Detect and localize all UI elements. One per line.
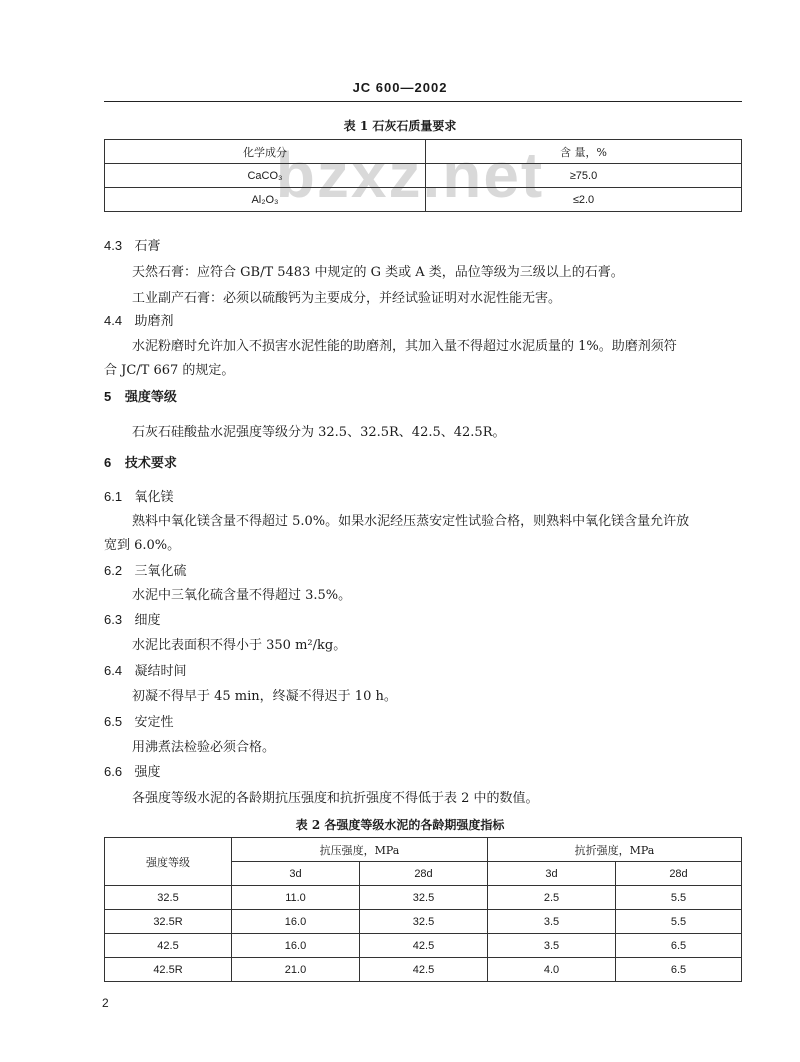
table2-cell: 2.5	[488, 886, 616, 910]
table-row	[105, 910, 742, 934]
table-row	[105, 164, 742, 188]
table2-compressive-header: 抗压强度，MPa	[232, 838, 488, 862]
section-heading: 6 技术要求	[104, 455, 177, 471]
table2-cell: 16.0	[232, 910, 360, 934]
table-row	[105, 934, 742, 958]
table-row	[105, 886, 742, 910]
section-heading: 6.5 安定性	[104, 714, 174, 730]
table2-cell: 16.0	[232, 934, 360, 958]
table-row	[105, 958, 742, 982]
table2-cell: 5.5	[616, 886, 742, 910]
paragraph: 初凝不得早于 45 min，终凝不得迟于 10 h。	[132, 689, 397, 704]
paragraph: 石灰石硅酸盐水泥强度等级分为 32.5、32.5R、42.5、42.5R。	[132, 425, 506, 440]
section-heading: 6.6 强度	[104, 764, 161, 780]
table2-cell: 21.0	[232, 958, 360, 982]
table2-header-row	[105, 838, 742, 862]
table2-cell: 3.5	[488, 910, 616, 934]
paragraph: 水泥中三氧化硫含量不得超过 3.5%。	[132, 588, 352, 603]
watermark: bzxz.net	[275, 139, 545, 211]
table1-caption: 表 1 石灰石质量要求	[343, 119, 457, 133]
paragraph: 用沸煮法检验必须合格。	[132, 740, 276, 755]
table2-cell: 11.0	[232, 886, 360, 910]
section-heading: 6.1 氧化镁	[104, 489, 174, 505]
table2-cell: 42.5R	[105, 958, 232, 982]
header-rule	[104, 101, 742, 102]
table2-flexural-header: 抗折强度，MPa	[488, 838, 742, 862]
paragraph: 水泥粉磨时允许加入不损害水泥性能的助磨剂，其加入量不得超过水泥质量的 1%。助磨剂须符	[132, 339, 677, 354]
table1-header-cell: 化学成分	[105, 140, 426, 164]
table2-cell: 6.5	[616, 958, 742, 982]
table2-cell: 32.5	[360, 910, 488, 934]
table2-subheader: 3d	[232, 862, 360, 886]
paragraph: 熟料中氧化镁含量不得超过 5.0%。如果水泥经压蒸安定性试验合格，则熟料中氧化镁含量允许放	[132, 514, 690, 529]
paragraph: 宽到 6.0%。	[104, 538, 181, 553]
section-heading: 4.3 石膏	[104, 238, 161, 254]
table2-cell: 6.5	[616, 934, 742, 958]
section-heading: 6.4 凝结时间	[104, 663, 187, 679]
section-heading: 4.4 助磨剂	[104, 313, 174, 329]
paragraph: 工业副产石膏：必须以硫酸钙为主要成分，并经试验证明对水泥性能无害。	[132, 291, 562, 306]
table2-subheader: 3d	[488, 862, 616, 886]
table1-cell: Al₂O₃	[105, 188, 426, 212]
table2-cell: 32.5	[360, 886, 488, 910]
table2-caption: 表 2 各强度等级水泥的各龄期强度指标	[295, 818, 505, 832]
standard-code-header: JC 600—2002	[352, 80, 448, 95]
table2-cell: 5.5	[616, 910, 742, 934]
table2-cell: 4.0	[488, 958, 616, 982]
table1	[104, 139, 742, 212]
table1-cell: ≥75.0	[426, 164, 742, 188]
paragraph: 天然石膏：应符合 GB/T 5483 中规定的 G 类或 A 类，品位等级为三级以上的石膏。	[132, 265, 624, 280]
section-heading: 5 强度等级	[104, 389, 177, 405]
table-row	[105, 188, 742, 212]
table2-subheader: 28d	[360, 862, 488, 886]
paragraph: 水泥比表面积不得小于 350 m²/kg。	[132, 638, 347, 653]
table2-cell: 42.5	[360, 934, 488, 958]
table1-header-row	[105, 140, 742, 164]
table2-cell: 32.5	[105, 886, 232, 910]
table2-cell: 42.5	[360, 958, 488, 982]
table1-header-cell: 含 量，%	[426, 140, 742, 164]
table2-cell: 3.5	[488, 934, 616, 958]
table2	[104, 837, 742, 982]
table2-cell: 42.5	[105, 934, 232, 958]
table1-cell: CaCO₃	[105, 164, 426, 188]
table1-cell: ≤2.0	[426, 188, 742, 212]
section-heading: 6.3 细度	[104, 612, 161, 628]
paragraph: 合 JC/T 667 的规定。	[104, 363, 235, 378]
paragraph: 各强度等级水泥的各龄期抗压强度和抗折强度不得低于表 2 中的数值。	[132, 791, 539, 806]
page-number: 2	[102, 996, 109, 1010]
table2-subheader: 28d	[616, 862, 742, 886]
section-heading: 6.2 三氧化硫	[104, 563, 187, 579]
table2-cell: 32.5R	[105, 910, 232, 934]
table2-grade-header: 强度等级	[105, 838, 232, 886]
